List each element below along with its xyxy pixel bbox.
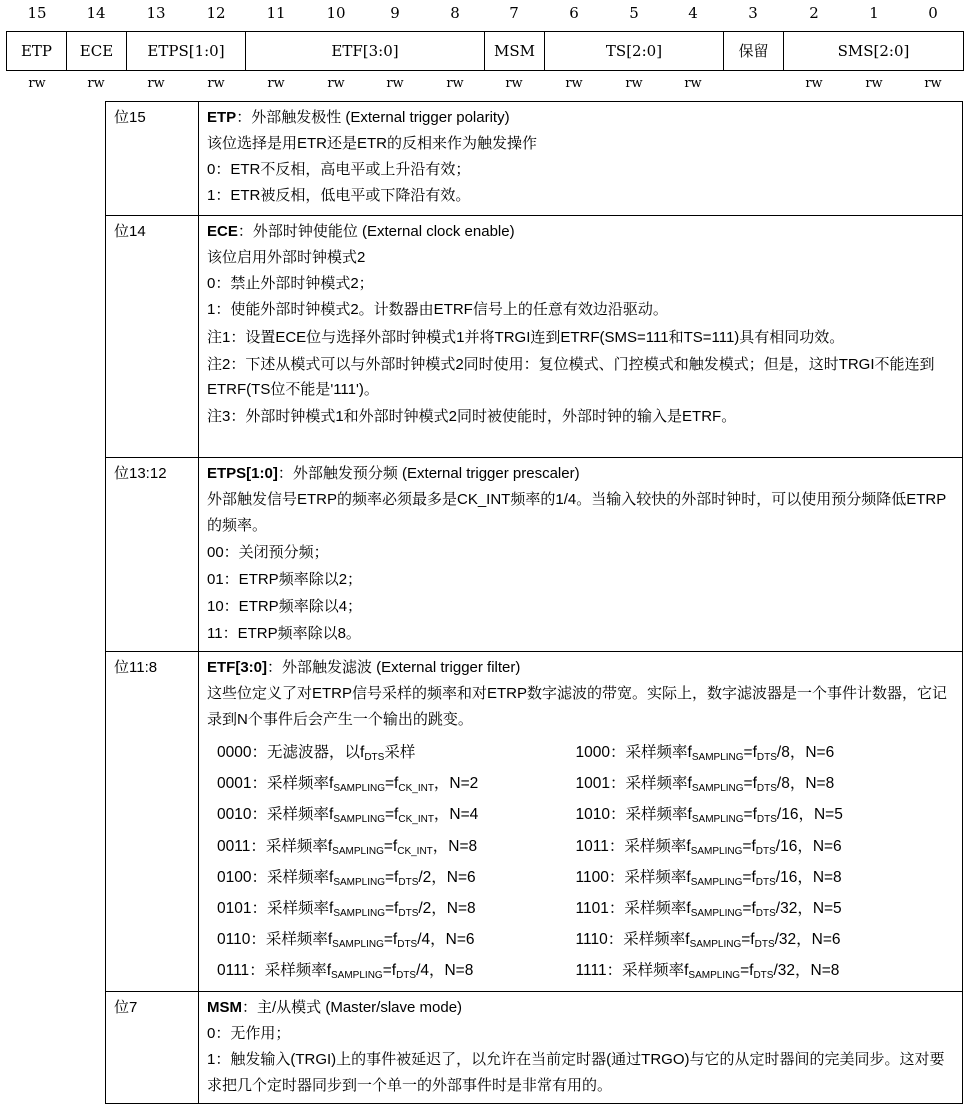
- filter-rest: /16，N=8: [775, 868, 842, 886]
- filter-rest: /32，N=5: [775, 899, 842, 917]
- description-line: 0：无作用；: [207, 1024, 291, 1042]
- filter-subscript: CK_INT: [398, 783, 434, 795]
- filter-text: 无滤波器，以f: [267, 744, 365, 761]
- filter-setting: 1111：采样频率$f_{SAMPLING}=f_{DTS}/32$，N=8: [575, 962, 840, 982]
- bit-description: [199, 216, 963, 458]
- field-title-text: ：外部触发滤波 (External trigger filter): [267, 659, 521, 676]
- filter-row: [217, 924, 954, 955]
- field-etp: ETP: [6, 32, 66, 70]
- filter-cell: [217, 955, 576, 986]
- filter-rest: /8，N=6: [776, 744, 835, 761]
- description-line: 00：关闭预分频；: [207, 544, 329, 561]
- field-title-text: ：外部触发极性 (External trigger polarity): [236, 109, 510, 126]
- access-label: rw: [565, 76, 583, 91]
- filter-subscript: SAMPLING: [333, 907, 385, 919]
- filter-subscript: SAMPLING: [691, 783, 744, 795]
- field-reserved: 保留: [723, 32, 783, 70]
- field-title: [207, 995, 954, 1021]
- field-title: [207, 655, 954, 681]
- bit-number: 6: [569, 4, 579, 22]
- filter-rest: /8，N=8: [776, 775, 835, 793]
- description-line: 0：禁止外部时钟模式2；: [207, 275, 374, 292]
- filter-rest: /32，N=8: [773, 962, 840, 980]
- field-title-text: ：外部时钟使能位 (External clock enable): [237, 223, 515, 240]
- filter-cell: [576, 955, 954, 986]
- field-ece: ECE: [66, 32, 126, 70]
- filter-setting: 1101：采样频率$f_{SAMPLING}=f_{DTS}/32$，N=5: [575, 899, 842, 919]
- filter-subscript: DTS: [756, 814, 777, 826]
- filter-setting: 0110：采样频率$f_{SAMPLING}=f_{DTS}/4$，N=6: [217, 931, 475, 951]
- field-title: [207, 219, 954, 245]
- filter-text: 采样频率f: [267, 868, 334, 886]
- bit-position: 位13:12: [106, 458, 199, 652]
- bit-number: 2: [809, 4, 819, 22]
- access-label: rw: [267, 76, 285, 91]
- filter-text: 采样频率f: [622, 962, 689, 980]
- field-name: MSM: [207, 998, 242, 1016]
- filter-setting: 0101：采样频率$f_{SAMPLING}=f_{DTS}/2$，N=8: [217, 899, 476, 919]
- filter-setting: 1010：采样频率$f_{SAMPLING}=f_{DTS}/16$，N=5: [575, 806, 843, 826]
- table-row: [106, 458, 963, 652]
- access-label: rw: [805, 76, 823, 91]
- filter-setting: 0001：采样频率$f_{SAMPLING}=f_{CK\_INT}$，N=2: [217, 775, 479, 795]
- filter-text: 采样频率f: [625, 775, 692, 793]
- note-line: 注1：设置ECE位与选择外部时钟模式1并将TRGI连到ETRF(SMS=111和TS=111)具有相同功效。: [207, 329, 845, 346]
- filter-subscript: SAMPLING: [691, 752, 744, 763]
- filter-setting: 0000：无滤波器，以$f_{DTS}$采样: [217, 744, 416, 763]
- filter-subscript: DTS: [398, 907, 419, 919]
- description-line: 1：ETR被反相，低电平或下降沿有效。: [207, 187, 471, 204]
- filter-mid: =f: [742, 868, 756, 886]
- description-line: 这些位定义了对ETRP信号采样的频率和对ETRP数字滤波的带宽。实际上，数字滤波器是一个事件计数器，它记录到N个事件后会产生一个输出的跳变。: [207, 685, 948, 728]
- field-name: ETPS[1:0]: [207, 465, 278, 482]
- filter-mid: =f: [743, 744, 757, 761]
- filter-cell: [576, 893, 954, 924]
- filter-rest: /4，N=8: [416, 962, 474, 980]
- filter-code: 0011: [217, 837, 251, 855]
- filter-rest: ，N=4: [433, 806, 479, 824]
- filter-subscript: SAMPLING: [690, 876, 743, 888]
- bit-number: 12: [206, 4, 226, 22]
- filter-setting: 0111：采样频率$f_{SAMPLING}=f_{DTS}/4$，N=8: [217, 962, 474, 982]
- filter-text: 采样频率f: [264, 962, 332, 980]
- filter-cell: [576, 831, 954, 862]
- filter-mid: =f: [385, 775, 399, 793]
- filter-mid: =f: [741, 931, 755, 949]
- filter-text: 采样频率f: [625, 806, 692, 824]
- access-label: rw: [625, 76, 643, 91]
- filter-text: 采样频率f: [623, 931, 690, 949]
- access-row: [0, 76, 971, 92]
- bit-number: 13: [146, 4, 166, 22]
- filter-cell: [576, 737, 954, 768]
- access-label: rw: [87, 76, 105, 91]
- filter-rest: 采样: [384, 744, 416, 761]
- bit-description-table: [105, 101, 963, 1104]
- description-line: 该位选择是用ETR还是ETR的反相来作为触发操作: [207, 135, 538, 152]
- filter-mid: =f: [743, 775, 757, 793]
- filter-cell: [576, 768, 954, 799]
- filter-subscript: SAMPLING: [332, 939, 384, 951]
- filter-text: 采样频率f: [625, 744, 692, 761]
- filter-row: [217, 893, 954, 924]
- field-title-text: ：主/从模式 (Master/slave mode): [242, 998, 463, 1016]
- bit-number: 11: [266, 4, 286, 22]
- bit-description: [199, 652, 963, 992]
- filter-setting: 1001：采样频率$f_{SAMPLING}=f_{DTS}/8$，N=8: [575, 775, 835, 795]
- access-label: rw: [147, 76, 165, 91]
- filter-subscript: SAMPLING: [332, 845, 384, 857]
- filter-rest: ，N=8: [432, 837, 478, 855]
- bit-number: 7: [509, 4, 519, 22]
- access-label: rw: [924, 76, 942, 91]
- table-row: [106, 102, 963, 216]
- field-title: [207, 461, 954, 487]
- filter-subscript: DTS: [754, 939, 775, 951]
- register-field-row: [6, 31, 964, 71]
- filter-subscript: SAMPLING: [333, 876, 385, 888]
- filter-rest: /2，N=8: [418, 899, 476, 917]
- filter-text: 采样频率f: [624, 868, 691, 886]
- filter-subscript: CK_INT: [398, 814, 434, 826]
- bit-number: 14: [86, 4, 106, 22]
- filter-code: 0101: [217, 899, 252, 917]
- table-row: [106, 991, 963, 1103]
- note-line: 注2：下述从模式可以与外部时钟模式2同时使用：复位模式、门控模式和触发模式；但是，这时TRGI不能连到ETRF(TS位不能是'111')。: [207, 356, 935, 398]
- filter-table: [217, 737, 954, 987]
- access-label: rw: [865, 76, 883, 91]
- filter-subscript: SAMPLING: [690, 845, 743, 857]
- description-line: 1：使能外部时钟模式2。计数器由ETRF信号上的任意有效边沿驱动。: [207, 301, 668, 318]
- filter-rest: /16，N=6: [775, 837, 842, 855]
- table-row: [106, 652, 963, 992]
- filter-subscript: DTS: [756, 783, 777, 795]
- filter-text: 采样频率f: [267, 806, 334, 824]
- description-line: 01：ETRP频率除以2；: [207, 571, 363, 588]
- filter-subscript: DTS: [397, 939, 418, 951]
- bit-number: 10: [326, 4, 346, 22]
- filter-subscript: SAMPLING: [688, 970, 741, 982]
- filter-subscript: SAMPLING: [690, 907, 743, 919]
- filter-setting: 0100：采样频率$f_{SAMPLING}=f_{DTS}/2$，N=6: [217, 868, 476, 888]
- bit-description: [199, 102, 963, 216]
- filter-subscript: SAMPLING: [333, 814, 385, 826]
- access-label: rw: [207, 76, 225, 91]
- bit-number: 1: [869, 4, 879, 22]
- filter-row: [217, 799, 954, 830]
- bit-number: 0: [928, 4, 938, 22]
- filter-rest: ，N=2: [433, 775, 479, 793]
- filter-subscript: DTS: [753, 970, 774, 982]
- bit-position: 位7: [106, 991, 199, 1103]
- filter-subscript: SAMPLING: [333, 783, 385, 795]
- filter-mid: =f: [383, 837, 398, 855]
- filter-setting: 1000：采样频率$f_{SAMPLING}=f_{DTS}/8$，N=6: [575, 744, 835, 763]
- filter-rest: /2，N=6: [418, 868, 476, 886]
- filter-cell: [217, 924, 576, 955]
- filter-subscript: DTS: [396, 970, 417, 982]
- access-label: rw: [446, 76, 464, 91]
- bit-position: 位14: [106, 216, 199, 458]
- access-label: rw: [386, 76, 404, 91]
- filter-subscript: DTS: [755, 845, 776, 857]
- description-line: 10：ETRP频率除以4；: [207, 598, 363, 615]
- filter-subscript: SAMPLING: [691, 814, 744, 826]
- filter-code: 1100: [575, 868, 609, 886]
- field-title-text: ：外部触发预分频 (External trigger prescaler): [277, 465, 580, 482]
- bit-description: [199, 991, 963, 1103]
- filter-text: 采样频率f: [267, 775, 334, 793]
- filter-cell: [217, 768, 576, 799]
- filter-setting: 1110：采样频率$f_{SAMPLING}=f_{DTS}/32$，N=6: [575, 931, 841, 951]
- note-line: 注3：外部时钟模式1和外部时钟模式2同时被使能时，外部时钟的输入是ETRF。: [207, 408, 737, 425]
- filter-rest: /32，N=6: [774, 931, 841, 949]
- bit-number: 3: [748, 4, 758, 22]
- description-line: 0：ETR不反相，高电平或上升沿有效；: [207, 161, 471, 178]
- field-name: ETF[3:0]: [207, 659, 267, 676]
- filter-setting: 0010：采样频率$f_{SAMPLING}=f_{CK\_INT}$，N=4: [217, 806, 479, 826]
- filter-subscript: DTS: [398, 876, 419, 888]
- bit-number: 4: [688, 4, 698, 22]
- filter-code: 1001: [575, 775, 611, 793]
- bit-number: 8: [450, 4, 460, 22]
- filter-setting: 1100：采样频率$f_{SAMPLING}=f_{DTS}/16$，N=8: [575, 868, 842, 888]
- bit-number: 15: [27, 4, 47, 22]
- filter-mid: =f: [742, 837, 756, 855]
- bit-position: 位11:8: [106, 652, 199, 992]
- filter-subscript: SAMPLING: [689, 939, 742, 951]
- filter-subscript: DTS: [755, 876, 776, 888]
- filter-text: 采样频率f: [624, 837, 691, 855]
- filter-code: 0111: [217, 962, 250, 980]
- field-title: [207, 105, 954, 131]
- filter-subscript: CK_INT: [397, 845, 433, 857]
- filter-cell: [217, 831, 576, 862]
- access-label: rw: [327, 76, 345, 91]
- filter-rest: /4，N=6: [417, 931, 475, 949]
- access-label: rw: [505, 76, 523, 91]
- filter-row: [217, 955, 954, 986]
- field-sms: SMS[2:0]: [783, 32, 964, 70]
- bit-description: [199, 458, 963, 652]
- filter-text: 采样频率f: [267, 899, 334, 917]
- bit-number: 9: [390, 4, 400, 22]
- description-line: 11：ETRP频率除以8。: [207, 625, 361, 642]
- filter-text: 采样频率f: [624, 899, 691, 917]
- description-line: 该位启用外部时钟模式2: [207, 249, 366, 266]
- filter-subscript: DTS: [755, 907, 776, 919]
- filter-cell: [217, 893, 576, 924]
- field-etf: ETF[3:0]: [245, 32, 484, 70]
- filter-row: [217, 737, 954, 768]
- filter-mid: =f: [383, 931, 398, 949]
- filter-subscript: DTS: [364, 752, 385, 763]
- filter-row: [217, 831, 954, 862]
- filter-cell: [576, 862, 954, 893]
- bit-number-row: [0, 4, 971, 24]
- description-line: 外部触发信号ETRP的频率必须最多是CK_INT频率的1/4。当输入较快的外部时钟时，可以使用预分频降低ETRP的频率。: [207, 491, 947, 534]
- filter-code: 1101: [575, 899, 609, 917]
- filter-rest: /16，N=5: [776, 806, 843, 824]
- description-line: 1：触发输入(TRGI)上的事件被延迟了，以允许在当前定时器(通过TRGO)与它的从定时器间的完美同步。这对要求把几个定时器同步到一个单一的外部事件时是非常有用的。: [207, 1050, 945, 1094]
- filter-setting: 1011：采样频率$f_{SAMPLING}=f_{DTS}/16$，N=6: [575, 837, 842, 857]
- filter-mid: =f: [385, 899, 399, 917]
- filter-subscript: SAMPLING: [331, 970, 383, 982]
- filter-code: 1111: [575, 962, 607, 980]
- filter-subscript: DTS: [756, 752, 777, 763]
- field-msm: MSM: [484, 32, 544, 70]
- filter-code: 1110: [575, 931, 608, 949]
- filter-code: 1011: [575, 837, 609, 855]
- filter-cell: [576, 924, 954, 955]
- filter-code: 0110: [217, 931, 251, 949]
- access-label: rw: [28, 76, 46, 91]
- filter-code: 0001: [217, 775, 252, 793]
- filter-mid: =f: [385, 806, 399, 824]
- filter-cell: [217, 862, 576, 893]
- filter-code: 1000: [575, 744, 611, 761]
- filter-code: 0010: [217, 806, 252, 824]
- filter-setting: 0011：采样频率$f_{SAMPLING}=f_{CK\_INT}$，N=8: [217, 837, 478, 857]
- field-ts: TS[2:0]: [544, 32, 723, 70]
- filter-text: 采样频率f: [265, 837, 333, 855]
- filter-mid: =f: [740, 962, 754, 980]
- filter-row: [217, 768, 954, 799]
- filter-cell: [217, 737, 576, 768]
- table-row: [106, 216, 963, 458]
- filter-cell: [217, 799, 576, 830]
- field-name: ETP: [207, 109, 237, 126]
- field-etps: ETPS[1:0]: [126, 32, 245, 70]
- filter-mid: =f: [382, 962, 397, 980]
- filter-code: 1010: [575, 806, 611, 824]
- access-label: rw: [684, 76, 702, 91]
- filter-mid: =f: [742, 899, 756, 917]
- filter-row: [217, 862, 954, 893]
- filter-mid: =f: [385, 868, 399, 886]
- field-name: ECE: [207, 223, 238, 240]
- filter-text: 采样频率f: [265, 931, 333, 949]
- bit-position: 位15: [106, 102, 199, 216]
- filter-mid: =f: [743, 806, 757, 824]
- filter-code: 0100: [217, 868, 252, 886]
- bit-number: 5: [629, 4, 639, 22]
- filter-code: 0000: [217, 744, 252, 761]
- filter-cell: [576, 799, 954, 830]
